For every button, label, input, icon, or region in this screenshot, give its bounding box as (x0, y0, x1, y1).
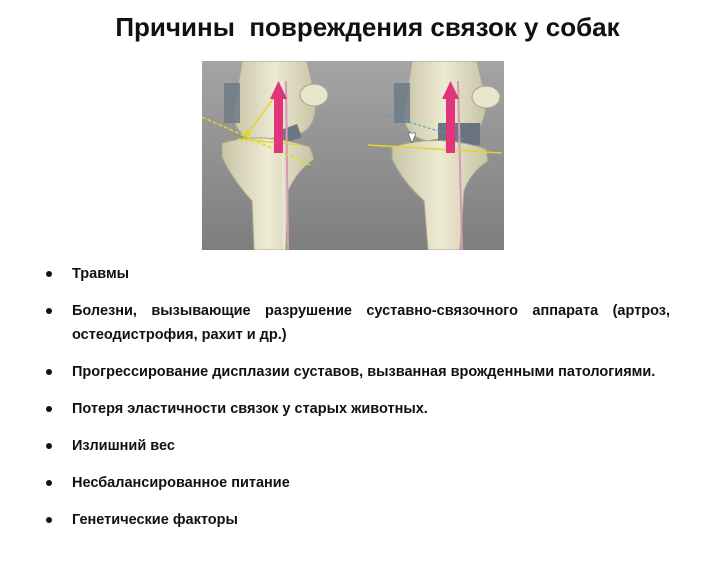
bullet-icon (46, 308, 52, 314)
list-item (44, 508, 670, 532)
list-item (44, 262, 670, 286)
knee-joint-illustration (202, 61, 504, 250)
list-item-text: Потеря эластичности связок у старых животных. (72, 401, 428, 417)
list-item (44, 397, 670, 421)
bullet-icon (46, 369, 52, 375)
list-item-text: Излишний вес (72, 438, 175, 454)
list-item-text: Несбалансированное питание (72, 475, 290, 491)
list-item (44, 360, 670, 384)
list-item (44, 299, 670, 347)
list-item-text: Генетические факторы (72, 512, 238, 528)
list-item (44, 471, 670, 495)
causes-list (44, 262, 670, 545)
slide-title: Причины повреждения связок у собак (115, 12, 620, 42)
bullet-icon (46, 443, 52, 449)
bullet-icon (46, 271, 52, 277)
bullet-icon (46, 480, 52, 486)
list-item-text: Прогрессирование дисплазии суставов, вызванная врожденными патологиями. (72, 364, 656, 380)
knee-joint-ligament-diagram-icon (202, 61, 504, 250)
list-item-text: Болезни, вызывающие разрушение суставно-связочного аппарата (артроз, остеодистрофия, рахит и др.) (72, 303, 670, 343)
bullet-icon (46, 406, 52, 412)
list-item (44, 434, 670, 458)
bullet-icon (46, 517, 52, 523)
list-item-text: Травмы (72, 266, 130, 282)
